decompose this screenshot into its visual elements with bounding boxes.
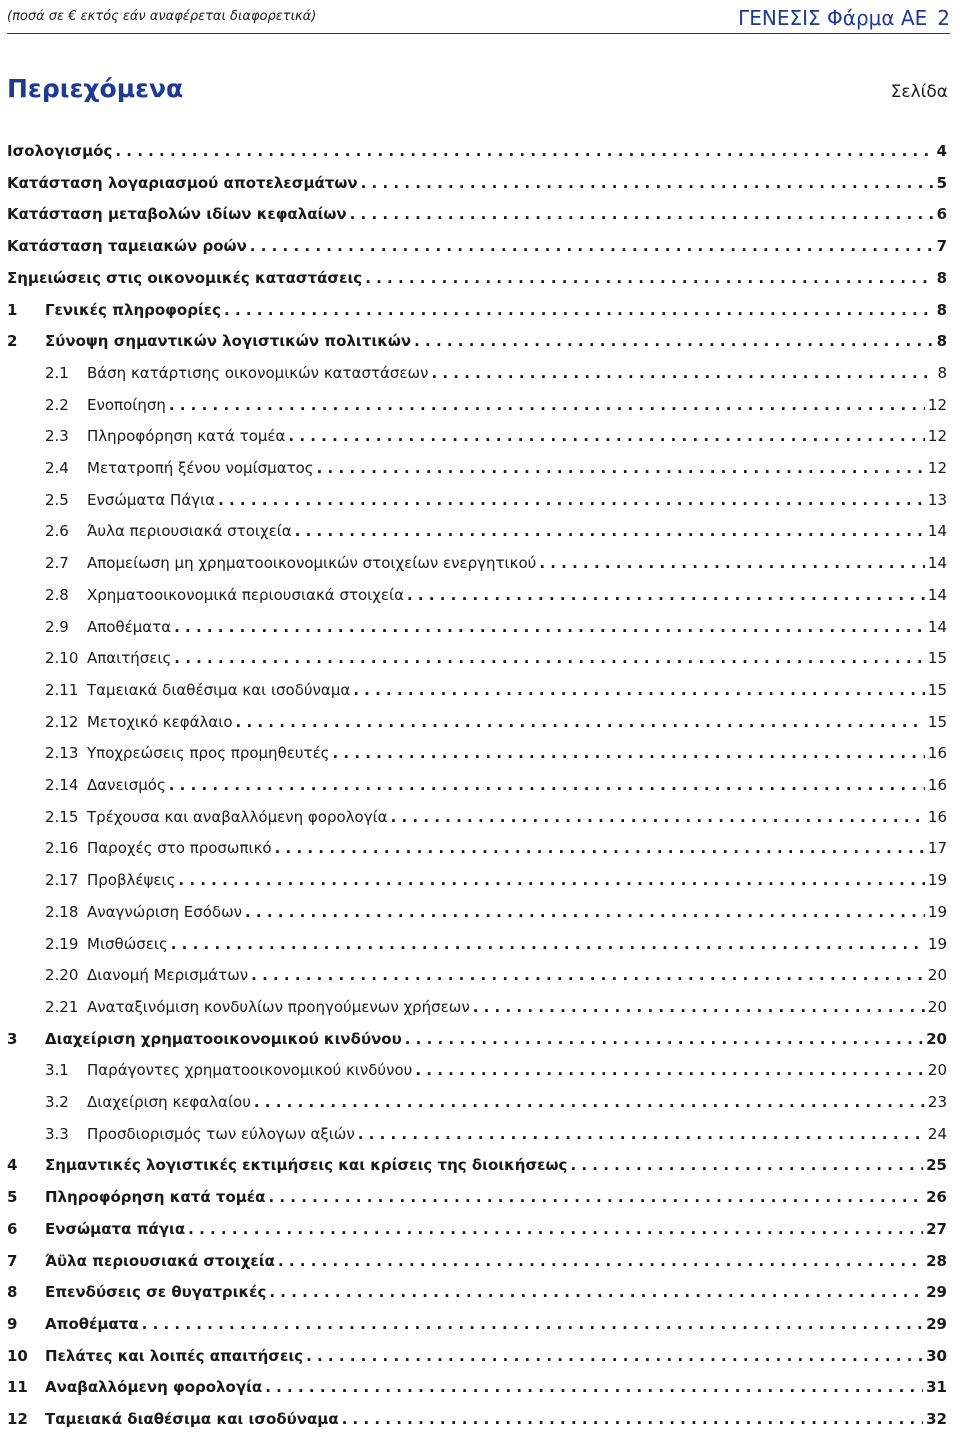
toc-entry-page: 14 — [927, 554, 947, 573]
toc-entry-number: 1 — [7, 300, 18, 319]
page-number: 2 — [937, 6, 950, 30]
dot-leader — [414, 332, 933, 350]
dot-leader — [361, 174, 934, 192]
toc-entry-page: 16 — [927, 744, 947, 763]
toc-entry-label: Κατάσταση λογαριασμού αποτελεσμάτων — [7, 173, 358, 192]
toc-entry-label: Σημειώσεις στις οικονομικές καταστάσεις — [7, 268, 363, 287]
currency-note: (ποσά σε € εκτός εάν αναφέρεται διαφορετικά) — [7, 9, 317, 24]
toc-entry-page: 16 — [927, 776, 947, 794]
toc-entry[interactable] — [7, 364, 947, 386]
toc-entry-label: Αναβαλλόμενη φορολογία — [45, 1378, 263, 1397]
toc-entry-number: 2.17 — [45, 871, 79, 890]
toc-entry-label: Υποχρεώσεις προς προμηθευτές — [87, 744, 330, 763]
toc-entry-number: 2.10 — [45, 649, 79, 668]
dot-leader — [224, 301, 934, 319]
toc-entry-label: Πελάτες και λοιπές απαιτήσεις — [45, 1346, 304, 1365]
toc-entry-page: 14 — [927, 585, 947, 604]
header-right — [738, 6, 950, 30]
dot-leader — [350, 205, 934, 223]
dot-leader — [539, 554, 925, 572]
toc-entry-label: Δανεισμός — [87, 776, 166, 794]
toc-entry[interactable] — [7, 205, 947, 227]
toc-entry[interactable] — [7, 1283, 947, 1305]
toc-entry-label: Διαχείριση χρηματοοικονομικού κινδύνου — [45, 1029, 402, 1048]
toc-entry[interactable] — [7, 776, 947, 798]
toc-entry-label: Ταμειακά διαθέσιμα και ισοδύναμα — [87, 680, 351, 699]
toc-entry-label: Παράγοντες χρηματοοικονομικού κινδύνου — [87, 1061, 413, 1080]
toc-entry-page: 12 — [927, 427, 947, 446]
toc-entry[interactable] — [7, 1315, 947, 1337]
toc-entry[interactable] — [7, 713, 947, 735]
toc-entry[interactable] — [7, 142, 947, 164]
toc-entry-number: 5 — [7, 1188, 18, 1207]
dot-leader — [295, 522, 925, 540]
toc-entry-page: 16 — [927, 807, 947, 826]
toc-entry[interactable] — [7, 1188, 947, 1210]
toc-entry-page: 14 — [927, 617, 947, 636]
dot-leader — [415, 1061, 925, 1079]
toc-entry-number: 2.1 — [45, 363, 69, 382]
dot-leader — [251, 966, 925, 984]
toc-entry-label: Ισολογισμός — [7, 142, 113, 160]
toc-entry-page: 31 — [926, 1378, 947, 1397]
toc-entry-page: 15 — [927, 649, 947, 668]
toc-entry-number: 8 — [7, 1283, 18, 1302]
toc-entry-page: 29 — [926, 1314, 947, 1333]
toc-entry-number: 2.16 — [45, 839, 79, 858]
toc-entry-number: 3 — [7, 1029, 18, 1048]
dot-leader — [178, 871, 924, 889]
toc-entry-label: Ενσώματα Πάγια — [87, 490, 216, 509]
toc-entry-label: Ενοποίηση — [87, 395, 166, 414]
toc-entry-label: Άϋλα περιουσιακά στοιχεία — [45, 1251, 275, 1270]
toc-entry[interactable] — [7, 1125, 947, 1147]
toc-entry-page: 12 — [927, 459, 947, 477]
toc-entry[interactable] — [7, 554, 947, 576]
toc-entry-number: 12 — [7, 1410, 28, 1428]
toc-entry[interactable] — [7, 1347, 947, 1369]
toc-entry-number: 2.9 — [45, 617, 69, 636]
toc-entry[interactable] — [7, 935, 947, 957]
toc-entry-label: Γενικές πληροφορίες — [45, 300, 222, 319]
toc-entry-label: Κατάσταση μεταβολών ιδίων κεφαλαίων — [7, 205, 347, 224]
dot-leader — [236, 713, 925, 731]
toc-entry[interactable] — [7, 1061, 947, 1083]
toc-entry-label: Μετοχικό κεφάλαιο — [87, 712, 233, 731]
toc-entry-number: 2.6 — [45, 522, 69, 541]
toc-entry-label: Αποθέματα — [87, 617, 172, 636]
toc-entry-number: 9 — [7, 1314, 18, 1333]
dot-leader — [245, 903, 925, 921]
toc-entry-number: 2.21 — [45, 997, 79, 1016]
toc-entry-number: 2 — [7, 332, 18, 351]
toc-entry[interactable] — [7, 903, 947, 925]
toc-entry-page: 28 — [926, 1251, 947, 1270]
toc-entry-page: 24 — [927, 1124, 947, 1143]
toc-entry-label: Μισθώσεις — [87, 934, 168, 953]
toc-entry-label: Κατάσταση ταμειακών ροών — [7, 237, 247, 256]
toc-entry-page: 8 — [937, 363, 947, 382]
toc-entry-label: Άυλα περιουσιακά στοιχεία — [87, 522, 292, 541]
page-title: Περιεχόμενα — [7, 74, 184, 103]
toc-entry-page: 15 — [927, 680, 947, 699]
toc-entry[interactable] — [7, 808, 947, 830]
toc-entry-number: 2.7 — [45, 554, 69, 573]
dot-leader — [269, 1283, 923, 1301]
toc-entry-number: 7 — [7, 1251, 18, 1270]
toc-entry-page: 20 — [927, 997, 947, 1016]
page-column-label: Σελίδα — [890, 82, 948, 102]
toc-entry-page: 20 — [926, 1029, 947, 1048]
dot-leader — [278, 1252, 923, 1270]
toc-entry-number: 3.2 — [45, 1093, 69, 1111]
toc-entry[interactable] — [7, 1252, 947, 1274]
dot-leader — [169, 396, 925, 414]
toc-entry-page: 15 — [927, 712, 947, 731]
toc-entry-label: Παροχές στο προσωπικό — [87, 839, 272, 858]
toc-entry-number: 3.3 — [45, 1124, 69, 1143]
dot-leader — [171, 935, 925, 953]
toc-entry-number: 2.19 — [45, 934, 79, 953]
toc-entry-label: Τρέχουσα και αναβαλλόμενη φορολογία — [87, 807, 388, 826]
header-divider — [7, 33, 950, 34]
toc-entry[interactable] — [7, 1030, 947, 1052]
toc-entry-label: Προσδιορισμός των εύλογων αξιών — [87, 1124, 355, 1143]
dot-leader — [275, 839, 925, 857]
toc-entry-number: 2.8 — [45, 585, 69, 604]
dot-leader — [473, 998, 925, 1016]
dot-leader — [288, 427, 925, 445]
toc-entry-page: 20 — [927, 966, 947, 985]
toc-entry-page: 26 — [926, 1188, 947, 1207]
dot-leader — [317, 459, 925, 477]
toc-entry-number: 2.12 — [45, 712, 79, 731]
toc-entry[interactable] — [7, 301, 947, 323]
dot-leader — [353, 681, 925, 699]
dot-leader — [142, 1315, 923, 1333]
dot-leader — [218, 491, 925, 509]
toc-entry-page: 27 — [926, 1219, 947, 1238]
toc-entry-number: 3.1 — [45, 1061, 69, 1080]
toc-entry-page: 17 — [927, 839, 947, 858]
toc-entry-label: Επενδύσεις σε θυγατρικές — [45, 1283, 267, 1302]
toc-entry-label: Αναταξινόμιση κονδυλίων προηγούμενων χρήσεων — [87, 997, 470, 1016]
company-name: ΓΕΝΕΣΙΣ Φάρμα ΑΕ — [738, 6, 928, 30]
toc-entry-page: 8 — [936, 332, 947, 351]
dot-leader — [250, 237, 934, 255]
dot-leader — [405, 1030, 923, 1048]
toc-entry-label: Απαιτήσεις — [87, 649, 172, 668]
toc-entry-number: 2.18 — [45, 902, 79, 921]
toc-entry-label: Αποθέματα — [45, 1314, 139, 1333]
toc-entry-label: Απομείωση μη χρηματοοικονομικών στοιχείων ενεργητικού — [87, 554, 537, 573]
toc-entry[interactable] — [7, 522, 947, 544]
toc-entry-label: Πληροφόρηση κατά τομέα — [45, 1188, 266, 1207]
toc-entry[interactable] — [7, 332, 947, 354]
toc-entry-label: Διαχείριση κεφαλαίου — [87, 1093, 251, 1111]
toc-entry-page: 20 — [927, 1061, 947, 1080]
toc-entry-number: 4 — [7, 1156, 18, 1175]
toc-entry[interactable] — [7, 586, 947, 608]
toc-entry-label: Μετατροπή ξένου νομίσματος — [87, 459, 314, 477]
toc-entry[interactable] — [7, 491, 947, 513]
dot-leader — [332, 744, 924, 762]
toc-entry[interactable] — [7, 1156, 947, 1178]
toc-entry[interactable] — [7, 459, 947, 481]
toc-entry-number: 2.11 — [45, 680, 79, 699]
toc-entry-page: 8 — [936, 300, 947, 319]
dot-leader — [174, 618, 925, 636]
toc-entry-page: 23 — [927, 1093, 947, 1111]
dot-leader — [358, 1125, 925, 1143]
toc-entry[interactable] — [7, 1220, 947, 1242]
toc-entry[interactable] — [7, 839, 947, 861]
toc-entry[interactable] — [7, 871, 947, 893]
toc-entry-number: 2.15 — [45, 807, 79, 826]
dot-leader — [570, 1156, 923, 1174]
toc-entry-page: 30 — [926, 1346, 947, 1365]
toc-entry-number: 2.2 — [45, 395, 69, 414]
dot-leader — [169, 776, 925, 794]
dot-leader — [188, 1220, 923, 1238]
toc-entry-number: 2.3 — [45, 427, 69, 446]
toc-entry-label: Σύνοψη σημαντικών λογιστικών πολιτικών — [45, 332, 412, 351]
toc-entry-page: 32 — [926, 1410, 947, 1428]
toc-entry-number: 10 — [7, 1346, 28, 1365]
toc-entry-number: 2.5 — [45, 490, 69, 509]
toc-entry-number: 2.13 — [45, 744, 79, 763]
toc-entry-page: 8 — [936, 268, 947, 287]
toc-entry[interactable] — [7, 269, 947, 291]
toc-entry[interactable] — [7, 1410, 947, 1432]
page-header — [7, 4, 950, 32]
toc-entry-page: 19 — [927, 902, 947, 921]
toc-entry-number: 6 — [7, 1219, 18, 1238]
dot-leader — [115, 142, 933, 160]
toc-entry-page: 7 — [936, 237, 947, 256]
toc-entry[interactable] — [7, 681, 947, 703]
toc-entry-label: Προβλέψεις — [87, 871, 176, 890]
toc-entry-label: Αναγνώριση Εσόδων — [87, 902, 243, 921]
toc-entry-page: 19 — [927, 934, 947, 953]
dot-leader — [254, 1093, 925, 1111]
toc-entry-page: 4 — [936, 142, 947, 160]
toc-entry-number: 2.20 — [45, 966, 79, 985]
toc-entry-page: 29 — [926, 1283, 947, 1302]
toc-entry-page: 5 — [936, 173, 947, 192]
toc-entry[interactable] — [7, 649, 947, 671]
toc-entry-label: Χρηματοοικονομικά περιουσιακά στοιχεία — [87, 585, 404, 604]
toc-entry[interactable] — [7, 174, 947, 196]
toc-entry-page: 25 — [926, 1156, 947, 1175]
toc-entry[interactable] — [7, 744, 947, 766]
toc-entry-label: Ενσώματα πάγια — [45, 1219, 186, 1238]
toc-entry-label: Πληροφόρηση κατά τομέα — [87, 427, 286, 446]
dot-leader — [431, 364, 934, 382]
toc-entry-page: 6 — [936, 205, 947, 224]
dot-leader — [365, 269, 933, 287]
toc-entry[interactable] — [7, 396, 947, 418]
toc-entry[interactable] — [7, 427, 947, 449]
dot-leader — [265, 1378, 923, 1396]
toc-entry[interactable] — [7, 618, 947, 640]
dot-leader — [342, 1410, 924, 1428]
dot-leader — [268, 1188, 923, 1206]
dot-leader — [391, 808, 925, 826]
toc-entry-number: 2.14 — [45, 776, 79, 794]
toc-entry-page: 19 — [927, 871, 947, 890]
dot-leader — [306, 1347, 923, 1365]
toc-entry[interactable] — [7, 237, 947, 259]
toc-entry-number: 2.4 — [45, 459, 69, 477]
toc-entry-number: 11 — [7, 1378, 28, 1397]
toc-entry[interactable] — [7, 1093, 947, 1115]
dot-leader — [174, 649, 925, 667]
toc-entry-label: Ταμειακά διαθέσιμα και ισοδύναμα — [45, 1410, 339, 1428]
toc-entry[interactable] — [7, 998, 947, 1020]
toc-entry-label: Σημαντικές λογιστικές εκτιμήσεις και κρίσεις της διοικήσεως — [45, 1156, 568, 1175]
toc-entry-label: Βάση κατάρτισης οικονομικών καταστάσεων — [87, 363, 429, 382]
toc-entry-page: 12 — [927, 395, 947, 414]
toc-entry[interactable] — [7, 1378, 947, 1400]
dot-leader — [407, 586, 925, 604]
toc-entry-label: Διανομή Μερισμάτων — [87, 966, 249, 985]
toc-entry-page: 14 — [927, 522, 947, 541]
toc-entry[interactable] — [7, 966, 947, 988]
toc-entry-page: 13 — [927, 490, 947, 509]
